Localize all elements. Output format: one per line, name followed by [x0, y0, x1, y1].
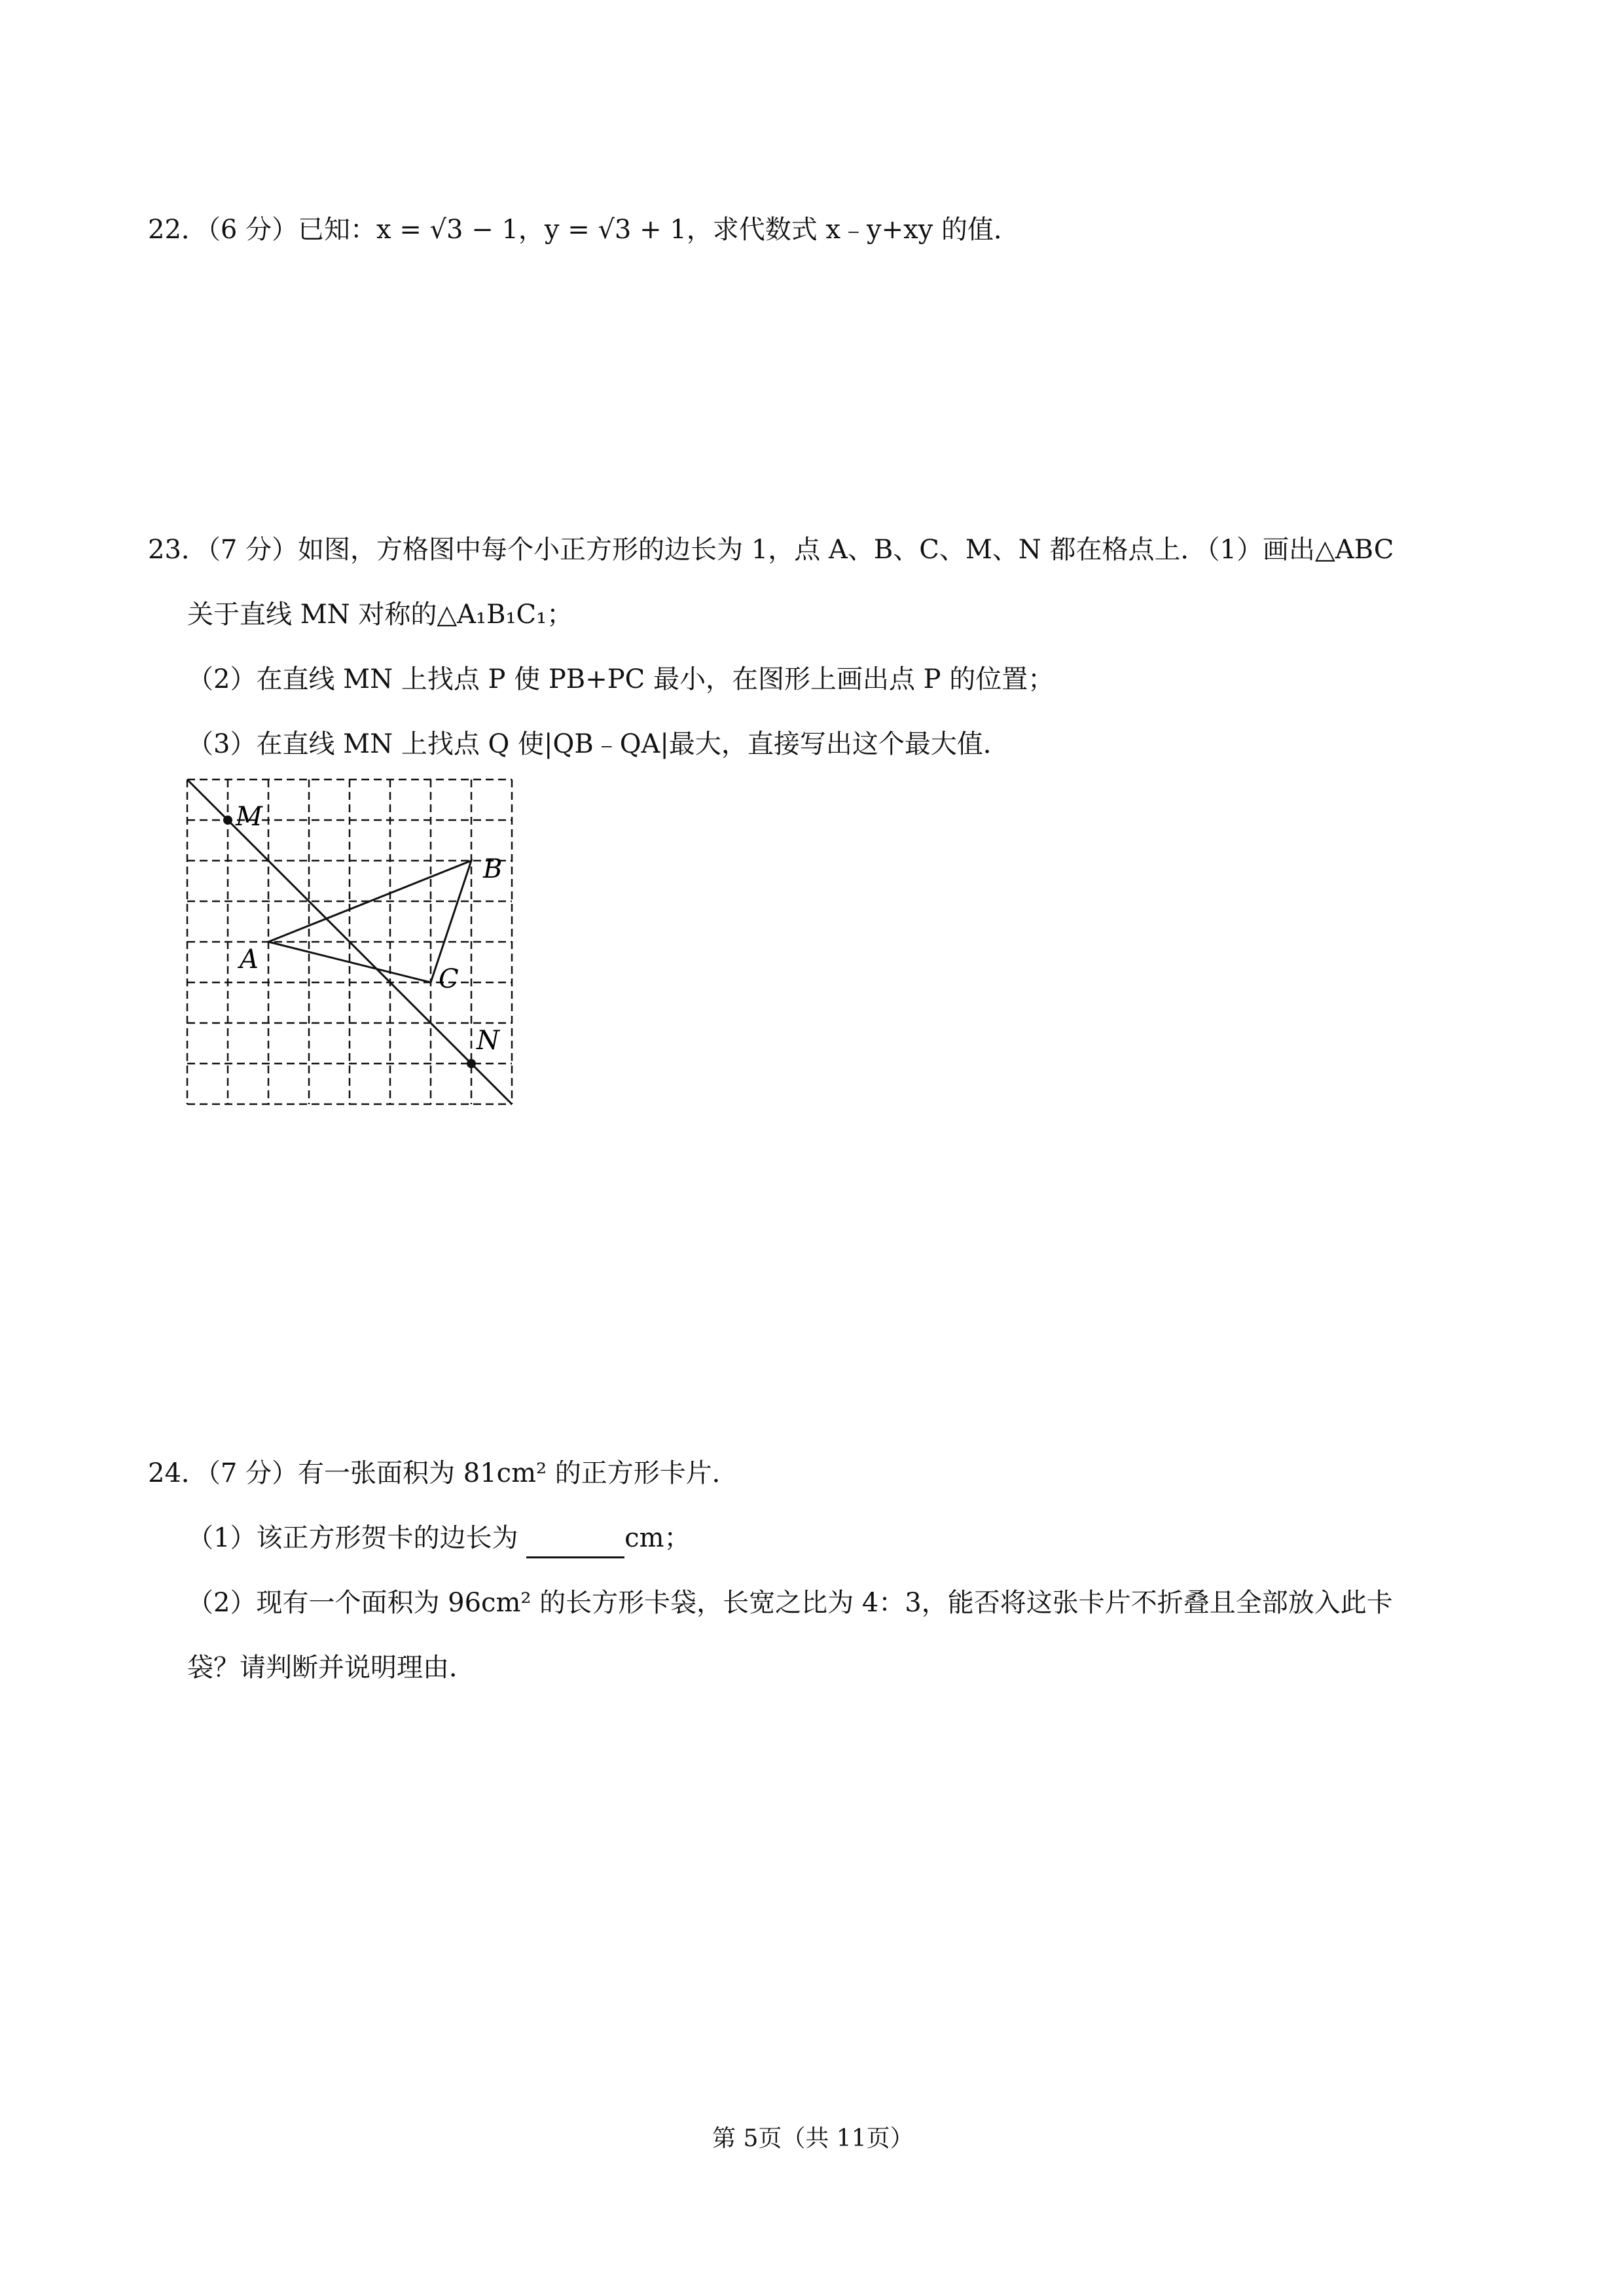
point-n-dot — [467, 1059, 476, 1068]
question-23-part-2: （2）在直线 MN 上找点 P 使 PB+PC 最小，在图形上画出点 P 的位置； — [187, 664, 1055, 694]
point-label-n: N — [477, 1026, 499, 1056]
grid-figure — [183, 776, 537, 1116]
point-m-dot — [223, 816, 232, 825]
question-23-line-2: 关于直线 MN 对称的△A₁B₁C₁； — [187, 600, 573, 630]
question-24-part-2: （2）现有一个面积为 96cm² 的长方形卡袋，长宽之比为 4：3，能否将这张卡片不折叠且全部放入此卡 — [187, 1588, 1393, 1618]
part-1-prefix: （1）该正方形贺卡的边长为 — [187, 1523, 527, 1553]
question-24-line-1: 24．（7 分）有一张面积为 81cm² 的正方形卡片． — [148, 1458, 738, 1488]
question-23-line-1: 23．（7 分）如图，方格图中每个小正方形的边长为 1，点 A、B、C、M、N 都在格点上．（1）画出△ABC — [148, 535, 1394, 565]
point-label-c: C — [439, 964, 459, 994]
answer-blank — [526, 1520, 624, 1558]
grid-points — [223, 802, 502, 1068]
question-23-part-3: （3）在直线 MN 上找点 Q 使|QB﹣QA|最大，直接写出这个最大值． — [187, 729, 1009, 759]
question-22: 22．（6 分）已知：x = √3 − 1，y = √3 + 1，求代数式 x﹣y+xy 的值． — [148, 215, 1020, 245]
question-24-part-2-cont: 袋？请判断并说明理由． — [187, 1653, 475, 1683]
page-footer: 第 5页（共 11页） — [712, 2125, 914, 2152]
point-label-a: A — [240, 944, 259, 975]
part-1-suffix: cm； — [624, 1523, 691, 1553]
point-label-m: M — [236, 802, 262, 832]
point-label-b: B — [483, 854, 503, 884]
question-24-part-1 — [187, 1520, 691, 1558]
